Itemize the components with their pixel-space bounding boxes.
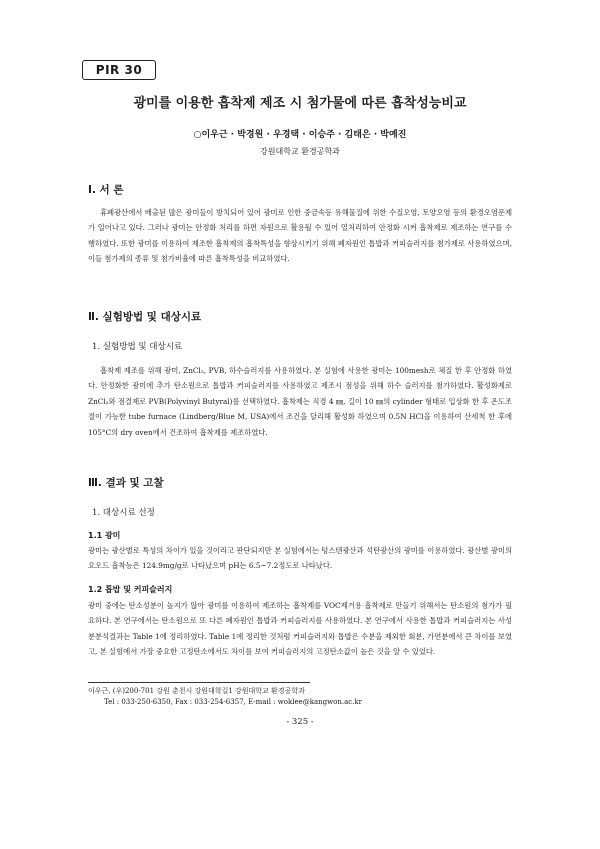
tailings-paragraph <box>88 543 512 574</box>
paper-title: 광미를 이용한 흡착제 제조 시 첨가물에 따른 흡착성능비교 <box>133 96 467 111</box>
methods-paragraph <box>88 363 512 440</box>
subsection-heading-tailings: 1.1 광미 <box>88 531 121 540</box>
subsection-heading-sample-selection: 1. 대상시료 선정 <box>92 508 155 518</box>
section-heading-introduction: Ⅰ. 서 론 <box>88 184 124 196</box>
introduction-text: 휴폐광산에서 배출된 많은 광미들이 방치되어 있어 광미로 인한 중금속등 유해물질에 위한 수질오염, 토양오염 등의 환경오염문제가 일어나고 있다. 그러나 광미는 안정화 처리를 하면 자원으로 활용될 수 있어 열처리하여 안정화 시켜 흡착제로 제조하는 연구를 수행하였다. 또한 광미를 이용하여 제조한 흡착제의 흡착특성을 향상시키기 위해 폐자원인 톱밥과 커피슬러지를 첨가제로 사용하였으며, 이들 첨가제의 종류 및 첨가비율에 따른 흡착특성을 비교하였다. <box>88 208 512 264</box>
subsection-heading-methods: 1. 실험방법 및 대상시료 <box>92 342 183 352</box>
paper-code-badge: PIR 30 <box>82 60 156 80</box>
section-heading-results: Ⅲ. 결과 및 고찰 <box>88 477 164 489</box>
methods-text: 흡착제 제조를 위해 광미, ZnCl₂, PVB, 하수슬러지를 사용하였다. 본 실험에 사용한 광미는 100mesh로 체질 한 후 안정화 하였다. 안정화한 광미에 추가 탄소원으로 톱밥과 커피슬러지를 사용하였고 제조시 점성을 위해 하수 슬러지를 첨가하였다. 활성화제로 ZnCl₂와 점결제로 PVB(Polyvinyl Butyral)를 선택하였다. 흡착제는 직경 4 ㎜, 길이 10 ㎜의 cylinder 형태로 입상화 한 후 온도조절이 가능한 tube furnace (Lindberg/Blue M, USA)에서 조건을 달리해 활성화 하였으며 0.5N HCl을 이용하여 산세척 한 후에 105°C의 dry oven에서 건조하여 흡착제를 제조하였다. <box>88 366 512 437</box>
introduction-paragraph <box>88 205 512 267</box>
affiliation: 강원대학교 환경공학과 <box>260 147 340 156</box>
footnote-address: 이우근, (우)200-701 강원 춘천시 강원대학길1 강원대학교 환경공학과 <box>88 687 305 695</box>
page-number: - 325 - <box>286 717 314 727</box>
footnote-contact: Tel : 033-250-6350, Fax : 033-254-6357, E-mail : woklee@kangwon.ac.kr <box>104 698 362 706</box>
tailings-text: 광미는 광산별로 특성의 차이가 있을 것이라고 판단되지만 본 실험에서는 텅스텐광산과 석탄광산의 광미를 이용하였다. 광산별 광미의 요오드 흡착능은 124.9mg/g로 나타났으며 pH는 6.5~7.2정도로 나타났다. <box>88 546 512 571</box>
section-heading-methods: Ⅱ. 실험방법 및 대상시료 <box>88 311 202 323</box>
author-list: ○이우근 · 박경원 · 우경택 · 이승주 · 김태은 · 박예진 <box>193 130 407 140</box>
footnote-divider <box>88 682 310 683</box>
sawdust-coffee-paragraph <box>88 598 512 660</box>
sawdust-coffee-text: 광미 중에는 탄소성분이 높지가 않아 광미를 이용하여 제조하는 흡착제를 VOC제거용 흡착제로 만들기 위해서는 탄소원의 첨가가 필요하다. 본 연구에서는 탄소원으로 또 다른 폐자원인 톱밥과 커피슬러지를 사용하였다. 본 연구에서 사용한 톱밥과 커피슬러지는 사성분분석결과는 Table 1에 정리하였다. Table 1에 정리한 것처럼 커피슬러지와 톱밥은 수분을 제외한 회분, 가연분에서 큰 차이를 보였고, 본 실험에서 가장 중요한 고정탄소에서도 차이를 보여 커피슬러지의 고정탄소값이 높은 것을 알 수 있었다. <box>88 601 513 657</box>
subsection-heading-sawdust-coffee: 1.2 톱밥 및 커피슬러지 <box>88 585 173 594</box>
